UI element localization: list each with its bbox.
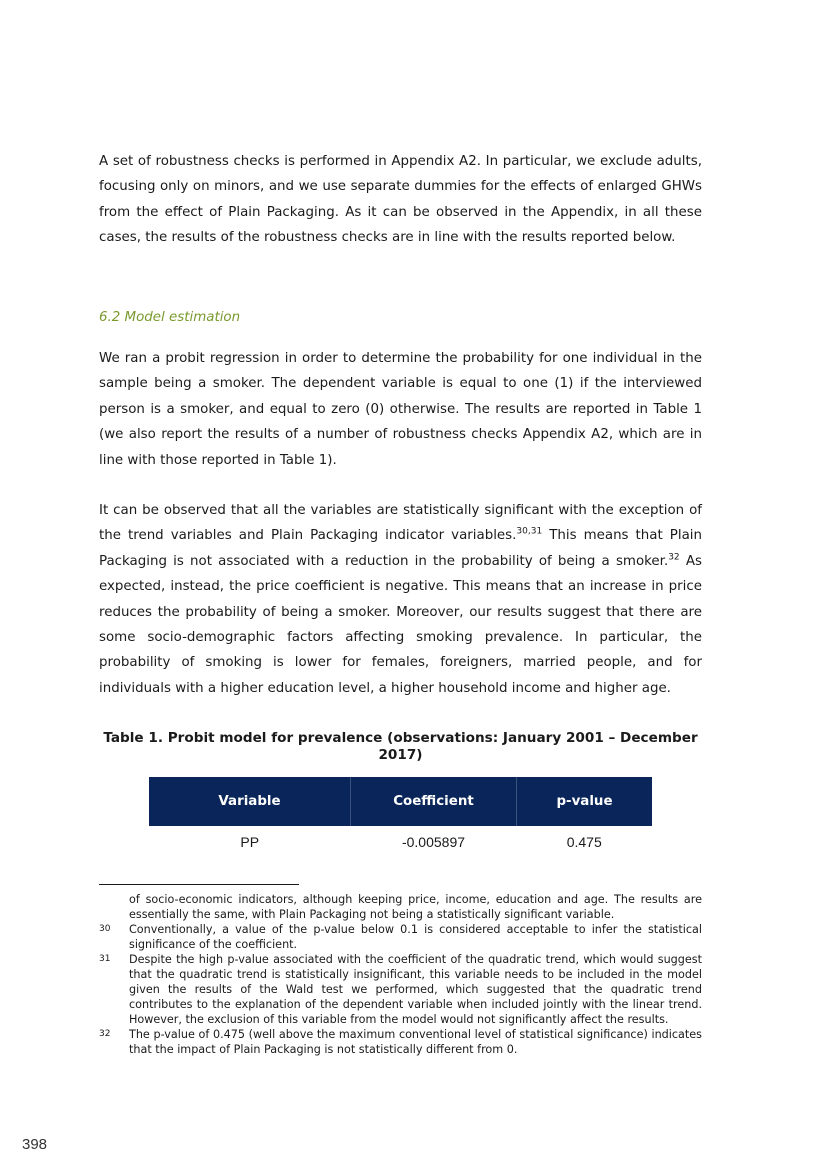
footnote-text: of socio-economic indicators, although keeping price, income, education and age. The results are essentially the same, with Plain Packaging not being a statistically significant variable. [129,893,702,921]
paragraph-robustness-checks: A set of robustness checks is performed in Appendix A2. In particular, we exclude adults, focusing only on minors, and we use separate dummies for the effects of enlarged GHWs from the effect of Plain Packaging. As it can be observed in the Appendix, in all these cases, the results of the robustness checks are in line with the results reported below. [99,154,702,246]
paragraph-results-discussion [99,498,702,701]
column-header-p-value: p-value [517,777,653,826]
footnote-30 [99,922,702,952]
footnote-text: Despite the high p-value associated with the coefficient of the quadratic trend, which would suggest that the quadratic trend is statistically insignificant, this variable needs to be included in the model given the results of the Wald test we performed, which suggested that the quadratic trend contributes to the explanation of the dependent variable when included jointly with the linear trend. However, the exclusion of this variable from the model would not significantly affect the results. [129,953,702,1026]
footnote-32 [99,1027,702,1057]
results-text-part-1: It can be observed that all the variables are statistically significant with the exception of the trend variables and Plain Packaging indicator variables. [99,503,702,544]
footnote-separator [99,884,299,885]
page-number: 398 [22,1136,48,1153]
column-header-variable: Variable [149,777,351,826]
cell-coefficient: -0.005897 [401,834,466,850]
footnote-31 [99,952,702,1027]
table-caption: Table 1. Probit model for prevalence (observations: January 2001 – December 2017) [103,730,698,763]
probit-table [149,777,652,858]
cell-p-value: 0.475 [566,834,602,850]
footnote-text: The p-value of 0.475 (well above the maximum conventional level of statistical significance) indicates that the impact of Plain Packaging is not statistically different from 0. [129,1028,702,1056]
cell-variable: PP [240,834,260,850]
section-heading-model-estimation: 6.2 Model estimation [99,310,241,325]
footnote-text: Conventionally, a value of the p-value below 0.1 is considered acceptable to infer the statistical significance of the coefficient. [129,923,702,951]
footnote-ref-32[interactable]: 32 [668,552,680,563]
column-header-coefficient: Coefficient [351,777,517,826]
results-text-part-3: As expected, instead, the price coefficient is negative. This means that an increase in price reduces the probability of being a smoker. Moreover, our results suggest that there are some socio-demographic factors affecting smoking prevalence. In particular, the probability of smoking is lower for females, foreigners, married people, and for individuals with a higher education level, a higher household income and higher age. [99,553,702,696]
footnote-number: 32 [99,1029,111,1039]
results-text-part-2: This means that Plain Packaging is not associated with a reduction in the probability of being a smoker. [99,528,702,569]
footnote-ref-30-31[interactable]: 30,31 [516,526,543,537]
paragraph-probit-regression: We ran a probit regression in order to determine the probability for one individual in the sample being a smoker. The dependent variable is equal to one (1) if the interviewed person is a smoker, and equal to zero (0) otherwise. The results are reported in Table 1 (we also report the results of a number of robustness checks Appendix A2, which are in line with those reported in Table 1). [99,351,702,468]
table-header-row [149,777,652,826]
table-row [149,826,652,858]
footnote-number: 31 [99,954,111,964]
footnote-continued [99,892,702,922]
footnote-number: 30 [99,924,111,934]
footnotes [99,892,702,1057]
